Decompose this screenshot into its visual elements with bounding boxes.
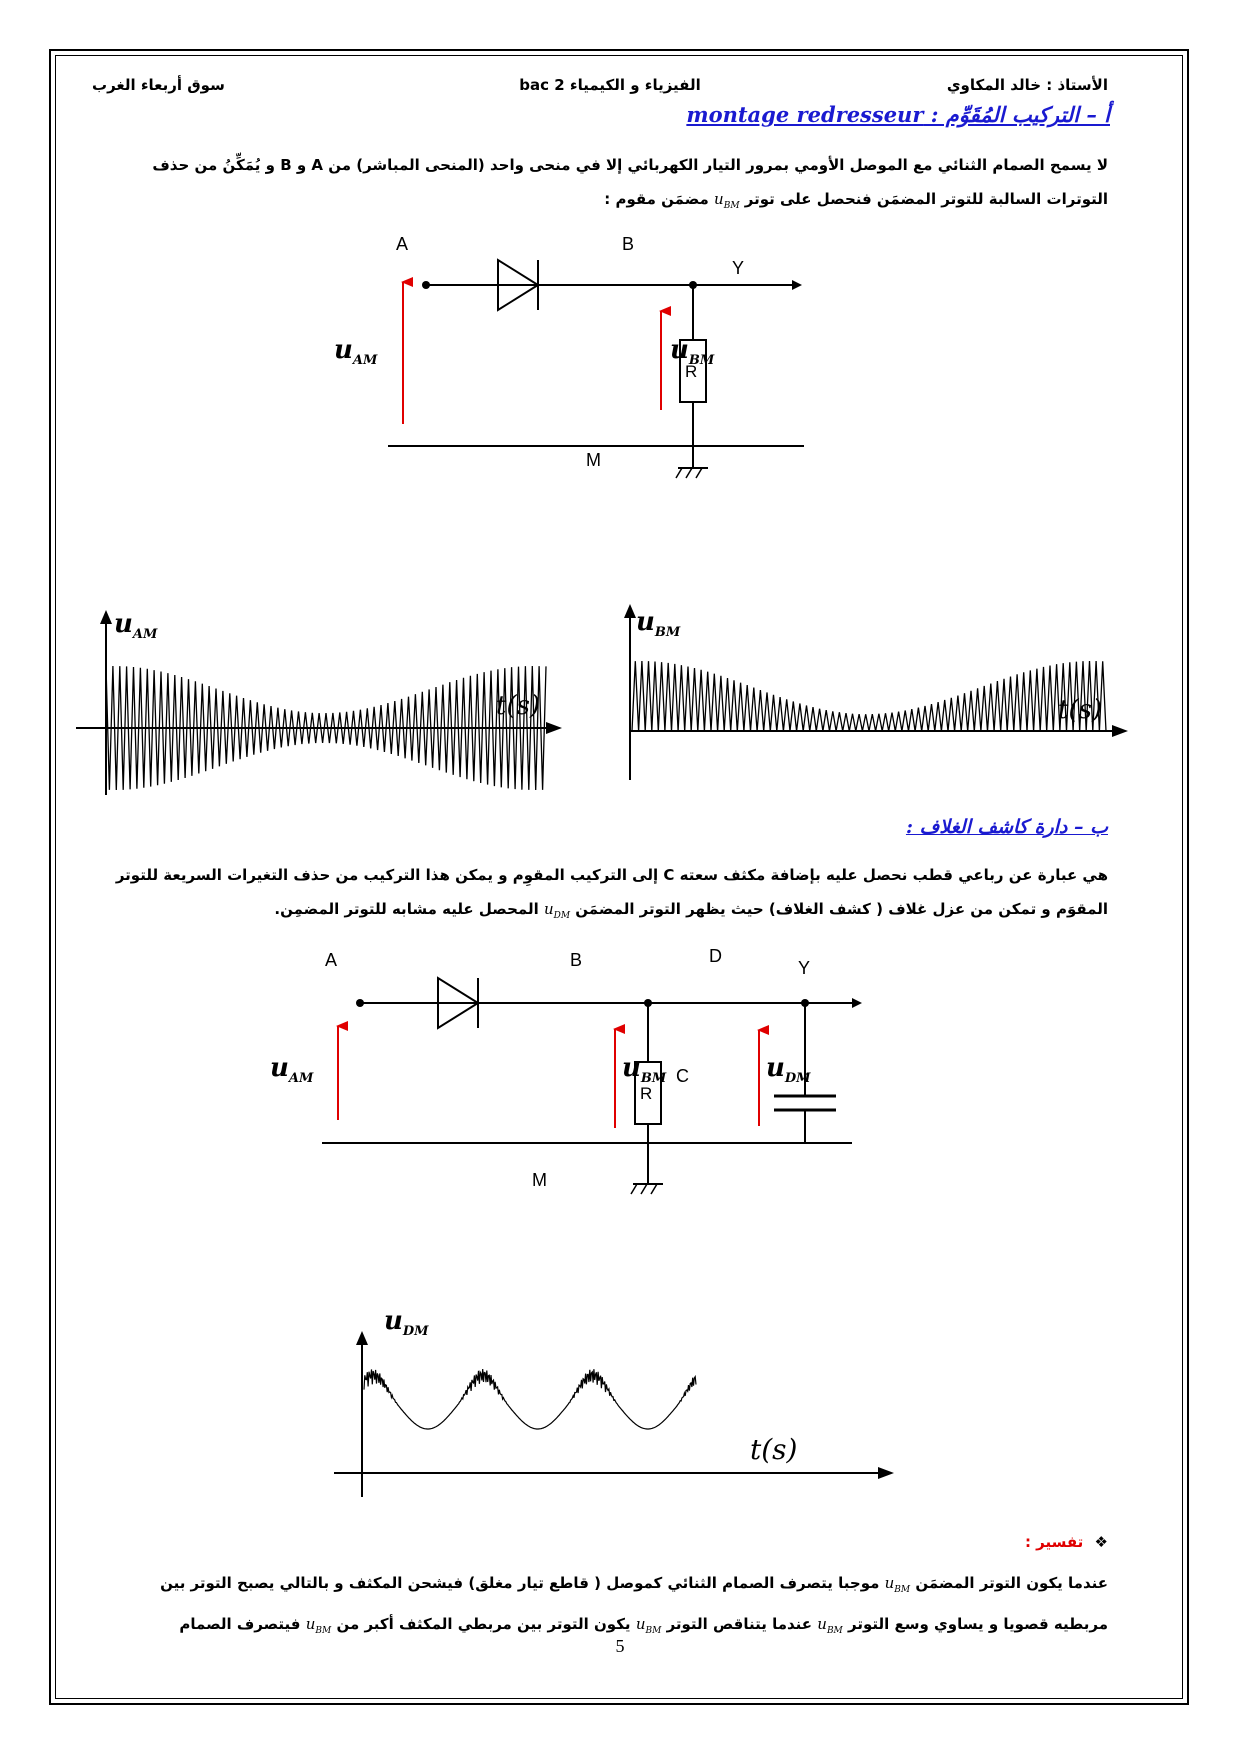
label-u-dm: $u_{DM}$ (766, 1053, 811, 1086)
section-b-line-2: المقوَم و تمكن من عزل غلاف ( كشف الغلاف) حيث يظهر التوتر المضمَن $u_{DM}$ المحصل عليه مشابه للتوتر المضمِن. (274, 900, 1108, 921)
var-u-bm-3: $u_{BM}$ (817, 1615, 843, 1636)
graph-u-am-t-label: t(s) (496, 691, 541, 721)
label-u-bm-2: $u_{BM}$ (622, 1053, 667, 1086)
graph-u-bm-t-label: t(s) (1058, 695, 1103, 725)
label-r-2: R (640, 1084, 653, 1103)
rectifier-circuit (334, 234, 820, 538)
graph-u-am-label: $u_{AM}$ (114, 609, 158, 642)
capacitor-c (774, 1096, 836, 1110)
label-y: Y (732, 258, 745, 278)
label-a-2: A (325, 950, 338, 970)
graph-u-am (76, 600, 576, 800)
label-u-am: $u_{AM}$ (334, 335, 378, 368)
label-u-am-2: $u_{AM}$ (270, 1053, 314, 1086)
interpretation-line-2: مربطيه قصويا و يساوي وسع التوتر $u_{BM}$ عندما يتناقص التوتر $u_{BM}$ يكون التوتر بين مربطي المكثف أكبر من $u_{BM}$ فيتصرف الصمام (179, 1615, 1108, 1636)
interpretation-line-1: عندما يكون التوتر المضمَن $u_{BM}$ موجبا يتصرف الصمام الثنائي كموصل ( قاطع تيار مغلق) فيشحن المكثف و بالتالي يصبح التوتر بين (160, 1574, 1108, 1595)
label-u-bm: $u_{BM}$ (670, 335, 715, 368)
graph-u-bm-label: $u_{BM}$ (636, 607, 681, 640)
section-b-line-1: هي عبارة عن رباعي قطب نحصل عليه بإضافة مكثف سعته C إلى التركيب المقوِم و يمكن هذا التركيب من حذف التغيرات السريعة للتوتر (115, 866, 1108, 884)
interpretation-title: تفسير : (1024, 1533, 1084, 1551)
header-subject: الفيزياء و الكيمياء 2 bac (519, 76, 701, 94)
section-a-paragraph (78, 148, 1108, 223)
node-a (422, 281, 430, 289)
header-teacher: الأستاذ : خالد المكاوي (946, 76, 1108, 94)
graph-u-dm-t-label: t(s) (750, 1433, 798, 1466)
graph-u-dm-signal (364, 1369, 696, 1429)
graph-u-dm (334, 1305, 904, 1505)
section-b-paragraph (78, 858, 1108, 933)
var-u-bm: $u_{BM}$ (714, 190, 740, 211)
graph-u-bm (610, 600, 1130, 800)
var-u-dm: $u_{DM}$ (543, 900, 571, 921)
page-number: 5 (615, 1636, 625, 1656)
var-u-bm-4: $u_{BM}$ (635, 1615, 662, 1636)
label-a: A (396, 234, 409, 254)
label-m-2: M (532, 1170, 547, 1190)
interpretation-heading (1025, 1533, 1108, 1551)
label-r: R (685, 362, 698, 381)
label-b: B (622, 234, 635, 254)
ground-symbol (676, 468, 708, 478)
bullet-icon: ❖ (1094, 1533, 1108, 1551)
section-a-title: أ – التركيب المُقَوِّم : montage redresseur (686, 102, 1110, 127)
graph-u-bm-signal (632, 661, 1106, 731)
section-b-title: ب – دارة كاشف الغلاف : (905, 816, 1108, 838)
label-m: M (586, 450, 601, 470)
label-y-2: Y (798, 958, 811, 978)
var-u-bm-5: $u_{BM}$ (305, 1615, 332, 1636)
section-a-line-2: التوترات السالبة للتوتر المضمَن فنحصل على توتر $u_{BM}$ مضمَن مقوم : (604, 190, 1108, 211)
header-location: سوق أربعاء الغرب (92, 76, 225, 94)
envelope-detector-circuit (270, 946, 940, 1260)
label-b-2: B (570, 950, 583, 970)
label-d: D (709, 946, 722, 966)
section-a-line-1: لا يسمح الصمام الثنائي مع الموصل الأومي بمرور التيار الكهربائي إلا في منحى واحد (المنحى المباشر) من A و B و يُمَكِّنُ من حذف (152, 156, 1108, 174)
var-u-bm-2: $u_{BM}$ (884, 1574, 911, 1595)
ground-symbol-2 (631, 1184, 663, 1194)
node-a-2 (356, 999, 364, 1007)
label-c: C (676, 1066, 689, 1086)
graph-u-dm-label: $u_{DM}$ (384, 1306, 429, 1339)
